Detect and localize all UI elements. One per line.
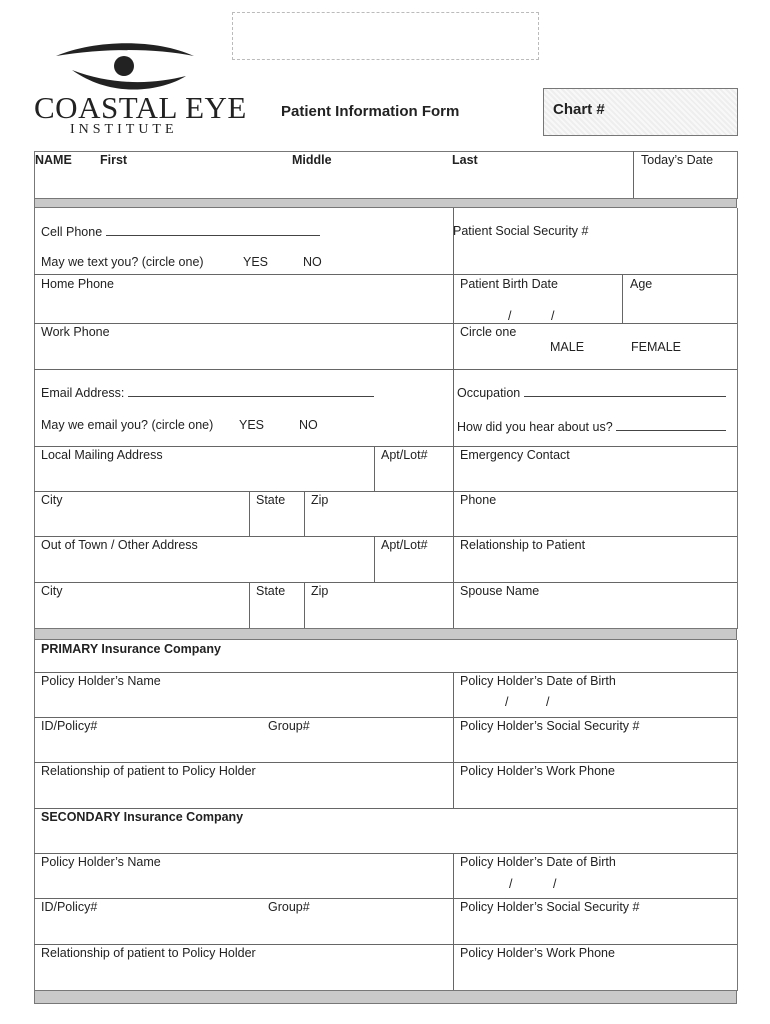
email-question: May we email you? (circle one) [41,418,214,432]
secondary-group: Group# [268,900,310,914]
state-label-1: State [256,493,286,507]
birth-date-label: Patient Birth Date [460,277,558,291]
logo-sub: INSTITUTE [70,122,178,137]
zip-label-1: Zip [311,493,329,507]
zip-label-2: Zip [311,584,329,598]
last-label: Last [452,153,478,167]
work-phone-label: Work Phone [41,325,110,339]
secondary-holder-ssn: Policy Holder’s Social Security # [460,900,640,914]
top-scan-box [232,12,539,60]
local-address-label: Local Mailing Address [41,448,163,462]
email-label: Email Address: [41,386,125,400]
secondary-dob-slash-2: / [553,877,557,891]
primary-id-policy: ID/Policy# [41,719,98,733]
city-label-2: City [41,584,63,598]
primary-holder-ssn: Policy Holder’s Social Security # [460,719,640,733]
other-address-label: Out of Town / Other Address [41,538,198,552]
logo [34,40,247,140]
cell-phone-field[interactable] [41,224,320,239]
male-option[interactable]: MALE [550,340,585,354]
primary-group: Group# [268,719,310,733]
birth-slash-1: / [508,309,512,323]
primary-work-phone: Policy Holder’s Work Phone [460,764,615,778]
email-field[interactable] [41,385,374,400]
occupation-field[interactable] [457,385,726,400]
apt-label-2: Apt/Lot# [381,538,428,552]
occupation-label: Occupation [457,386,521,400]
hear-label: How did you hear about us? [457,420,613,434]
middle-label: Middle [292,153,332,167]
first-label: First [100,153,128,167]
secondary-relationship: Relationship of patient to Policy Holder [41,946,256,960]
home-phone-label: Home Phone [41,277,114,291]
emergency-contact-label: Emergency Contact [460,448,570,462]
secondary-heading: SECONDARY Insurance Company [41,810,244,824]
hear-field[interactable] [457,419,726,434]
text-question: May we text you? (circle one) [41,255,204,269]
name-label: NAME [35,153,72,167]
chart-label: Chart # [553,101,605,118]
logo-name: COASTAL EYE [34,90,247,125]
birth-slash-2: / [551,309,555,323]
shade-bar-3 [34,990,737,1004]
circle-one-label: Circle one [460,325,517,339]
city-label-1: City [41,493,63,507]
primary-holder-dob: Policy Holder’s Date of Birth [460,674,616,688]
emergency-phone-label: Phone [460,493,497,507]
shade-bar-2 [34,628,737,640]
primary-heading: PRIMARY Insurance Company [41,642,221,656]
primary-dob-slash-2: / [546,695,550,709]
cell-phone-label: Cell Phone [41,225,103,239]
patient-ssn-label: Patient Social Security # [453,224,589,238]
email-no[interactable]: NO [299,418,318,432]
secondary-work-phone: Policy Holder’s Work Phone [460,946,615,960]
female-option[interactable]: FEMALE [631,340,682,354]
secondary-holder-dob: Policy Holder’s Date of Birth [460,855,616,869]
todays-date-label: Today’s Date [641,153,714,167]
primary-relationship: Relationship of patient to Policy Holder [41,764,256,778]
text-yes[interactable]: YES [243,255,269,269]
text-no[interactable]: NO [303,255,322,269]
state-label-2: State [256,584,286,598]
shade-bar-1 [34,198,737,208]
primary-holder-name: Policy Holder’s Name [41,674,161,688]
spouse-label: Spouse Name [460,584,540,598]
primary-dob-slash-1: / [505,695,509,709]
email-yes[interactable]: YES [239,418,265,432]
page-title: Patient Information Form [281,103,460,120]
relationship-label: Relationship to Patient [460,538,586,552]
apt-label-1: Apt/Lot# [381,448,428,462]
secondary-holder-name: Policy Holder’s Name [41,855,161,869]
secondary-id-policy: ID/Policy# [41,900,98,914]
age-label: Age [630,277,653,291]
secondary-dob-slash-1: / [509,877,513,891]
